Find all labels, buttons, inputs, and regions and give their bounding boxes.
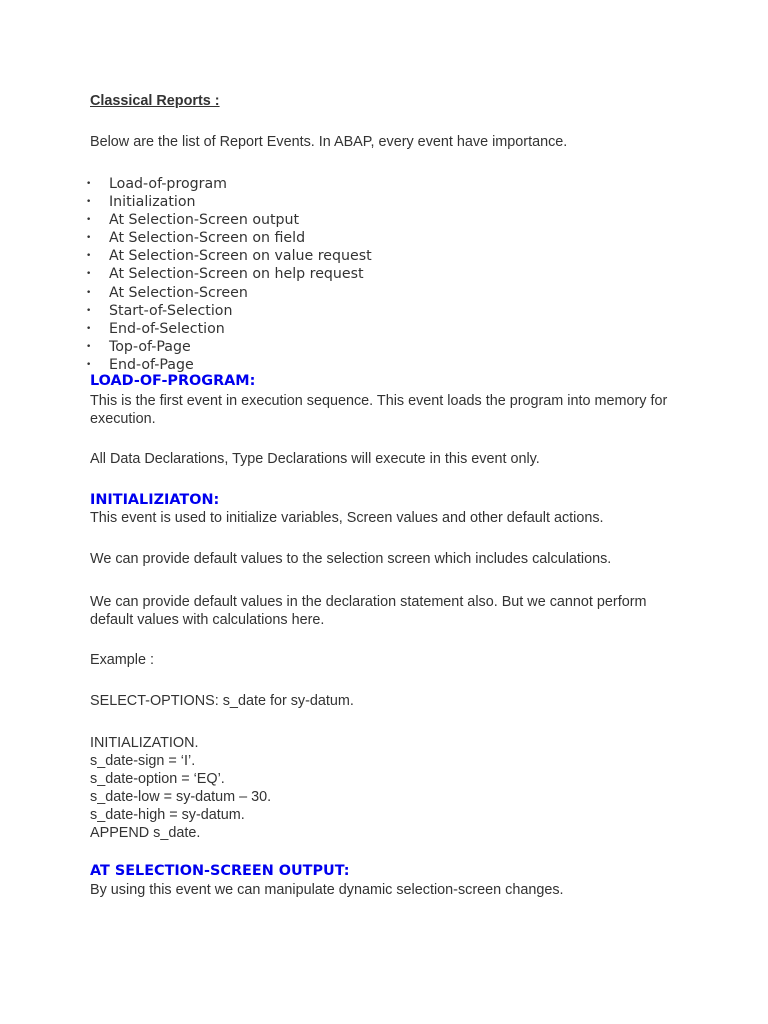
list-item-label: End-of-Page — [109, 356, 194, 373]
list-item — [84, 211, 372, 229]
load-of-program-paragraph-2: All Data Declarations, Type Declarations will execute in this event only. — [90, 451, 540, 467]
initialization-paragraph-1: This event is used to initialize variables, Screen values and other default actions. — [90, 510, 604, 526]
code-line: INITIALIZATION. — [90, 735, 199, 751]
bullet-icon: • — [86, 359, 92, 370]
select-options-statement: SELECT-OPTIONS: s_date for sy-datum. — [90, 693, 354, 709]
bullet-icon: • — [86, 305, 92, 316]
code-line: s_date-low = sy-datum – 30. — [90, 789, 272, 805]
example-label: Example : — [90, 652, 154, 668]
list-item — [84, 175, 372, 193]
code-line: APPEND s_date. — [90, 825, 201, 841]
list-item-label: At Selection-Screen on value request — [109, 248, 372, 265]
bullet-icon: • — [86, 251, 92, 262]
initialization-paragraph-2: We can provide default values to the selection screen which includes calculations. — [90, 551, 612, 567]
code-line: s_date-sign = ‘I’. — [90, 753, 196, 769]
bullet-icon: • — [86, 341, 92, 352]
list-item-label: At Selection-Screen — [109, 284, 248, 301]
list-item-label: Load-of-program — [109, 176, 227, 192]
list-item-label: End-of-Selection — [109, 320, 225, 337]
list-item — [84, 284, 372, 302]
bullet-icon: • — [86, 233, 92, 244]
at-selection-screen-output-paragraph: By using this event we can manipulate dynamic selection-screen changes. — [90, 882, 564, 898]
list-item — [84, 338, 372, 356]
list-item-label: Initialization — [109, 194, 196, 211]
section-heading-load-of-program: LOAD-OF-PROGRAM: — [90, 373, 256, 389]
section-heading-at-selection-screen-output: AT SELECTION-SCREEN OUTPUT: — [90, 863, 350, 879]
list-item — [84, 193, 372, 211]
intro-paragraph: Below are the list of Report Events. In ABAP, every event have importance. — [90, 134, 568, 150]
code-block — [90, 734, 271, 842]
list-item-label: Top-of-Page — [109, 338, 191, 355]
list-item — [84, 265, 372, 283]
code-line: s_date-high = sy-datum. — [90, 807, 245, 823]
list-item-label: At Selection-Screen output — [109, 212, 300, 229]
list-item — [84, 302, 372, 320]
list-item — [84, 229, 372, 247]
list-item-label: At Selection-Screen on field — [109, 230, 306, 247]
list-item — [84, 356, 372, 374]
list-item-label: At Selection-Screen on help request — [109, 266, 364, 283]
bullet-icon: • — [86, 215, 92, 226]
bullet-icon: • — [86, 287, 92, 298]
initialization-paragraph-3: We can provide default values in the declaration statement also. But we cannot perform default values with calculations here. — [90, 594, 647, 628]
bullet-icon: • — [86, 269, 92, 280]
bullet-icon: • — [86, 323, 92, 334]
bullet-icon: • — [86, 197, 92, 208]
list-item — [84, 247, 372, 265]
load-of-program-paragraph-1: This is the first event in execution sequence. This event loads the program into memory for execution. — [90, 393, 668, 427]
bullet-icon: • — [86, 179, 92, 189]
list-item-label: Start-of-Selection — [109, 302, 233, 319]
list-item — [84, 320, 372, 338]
section-heading-initialization: INITIALIZIATON: — [90, 492, 220, 508]
code-line: s_date-option = ‘EQ’. — [90, 771, 225, 787]
report-events-list — [84, 175, 372, 374]
page-title: Classical Reports : — [90, 93, 220, 109]
